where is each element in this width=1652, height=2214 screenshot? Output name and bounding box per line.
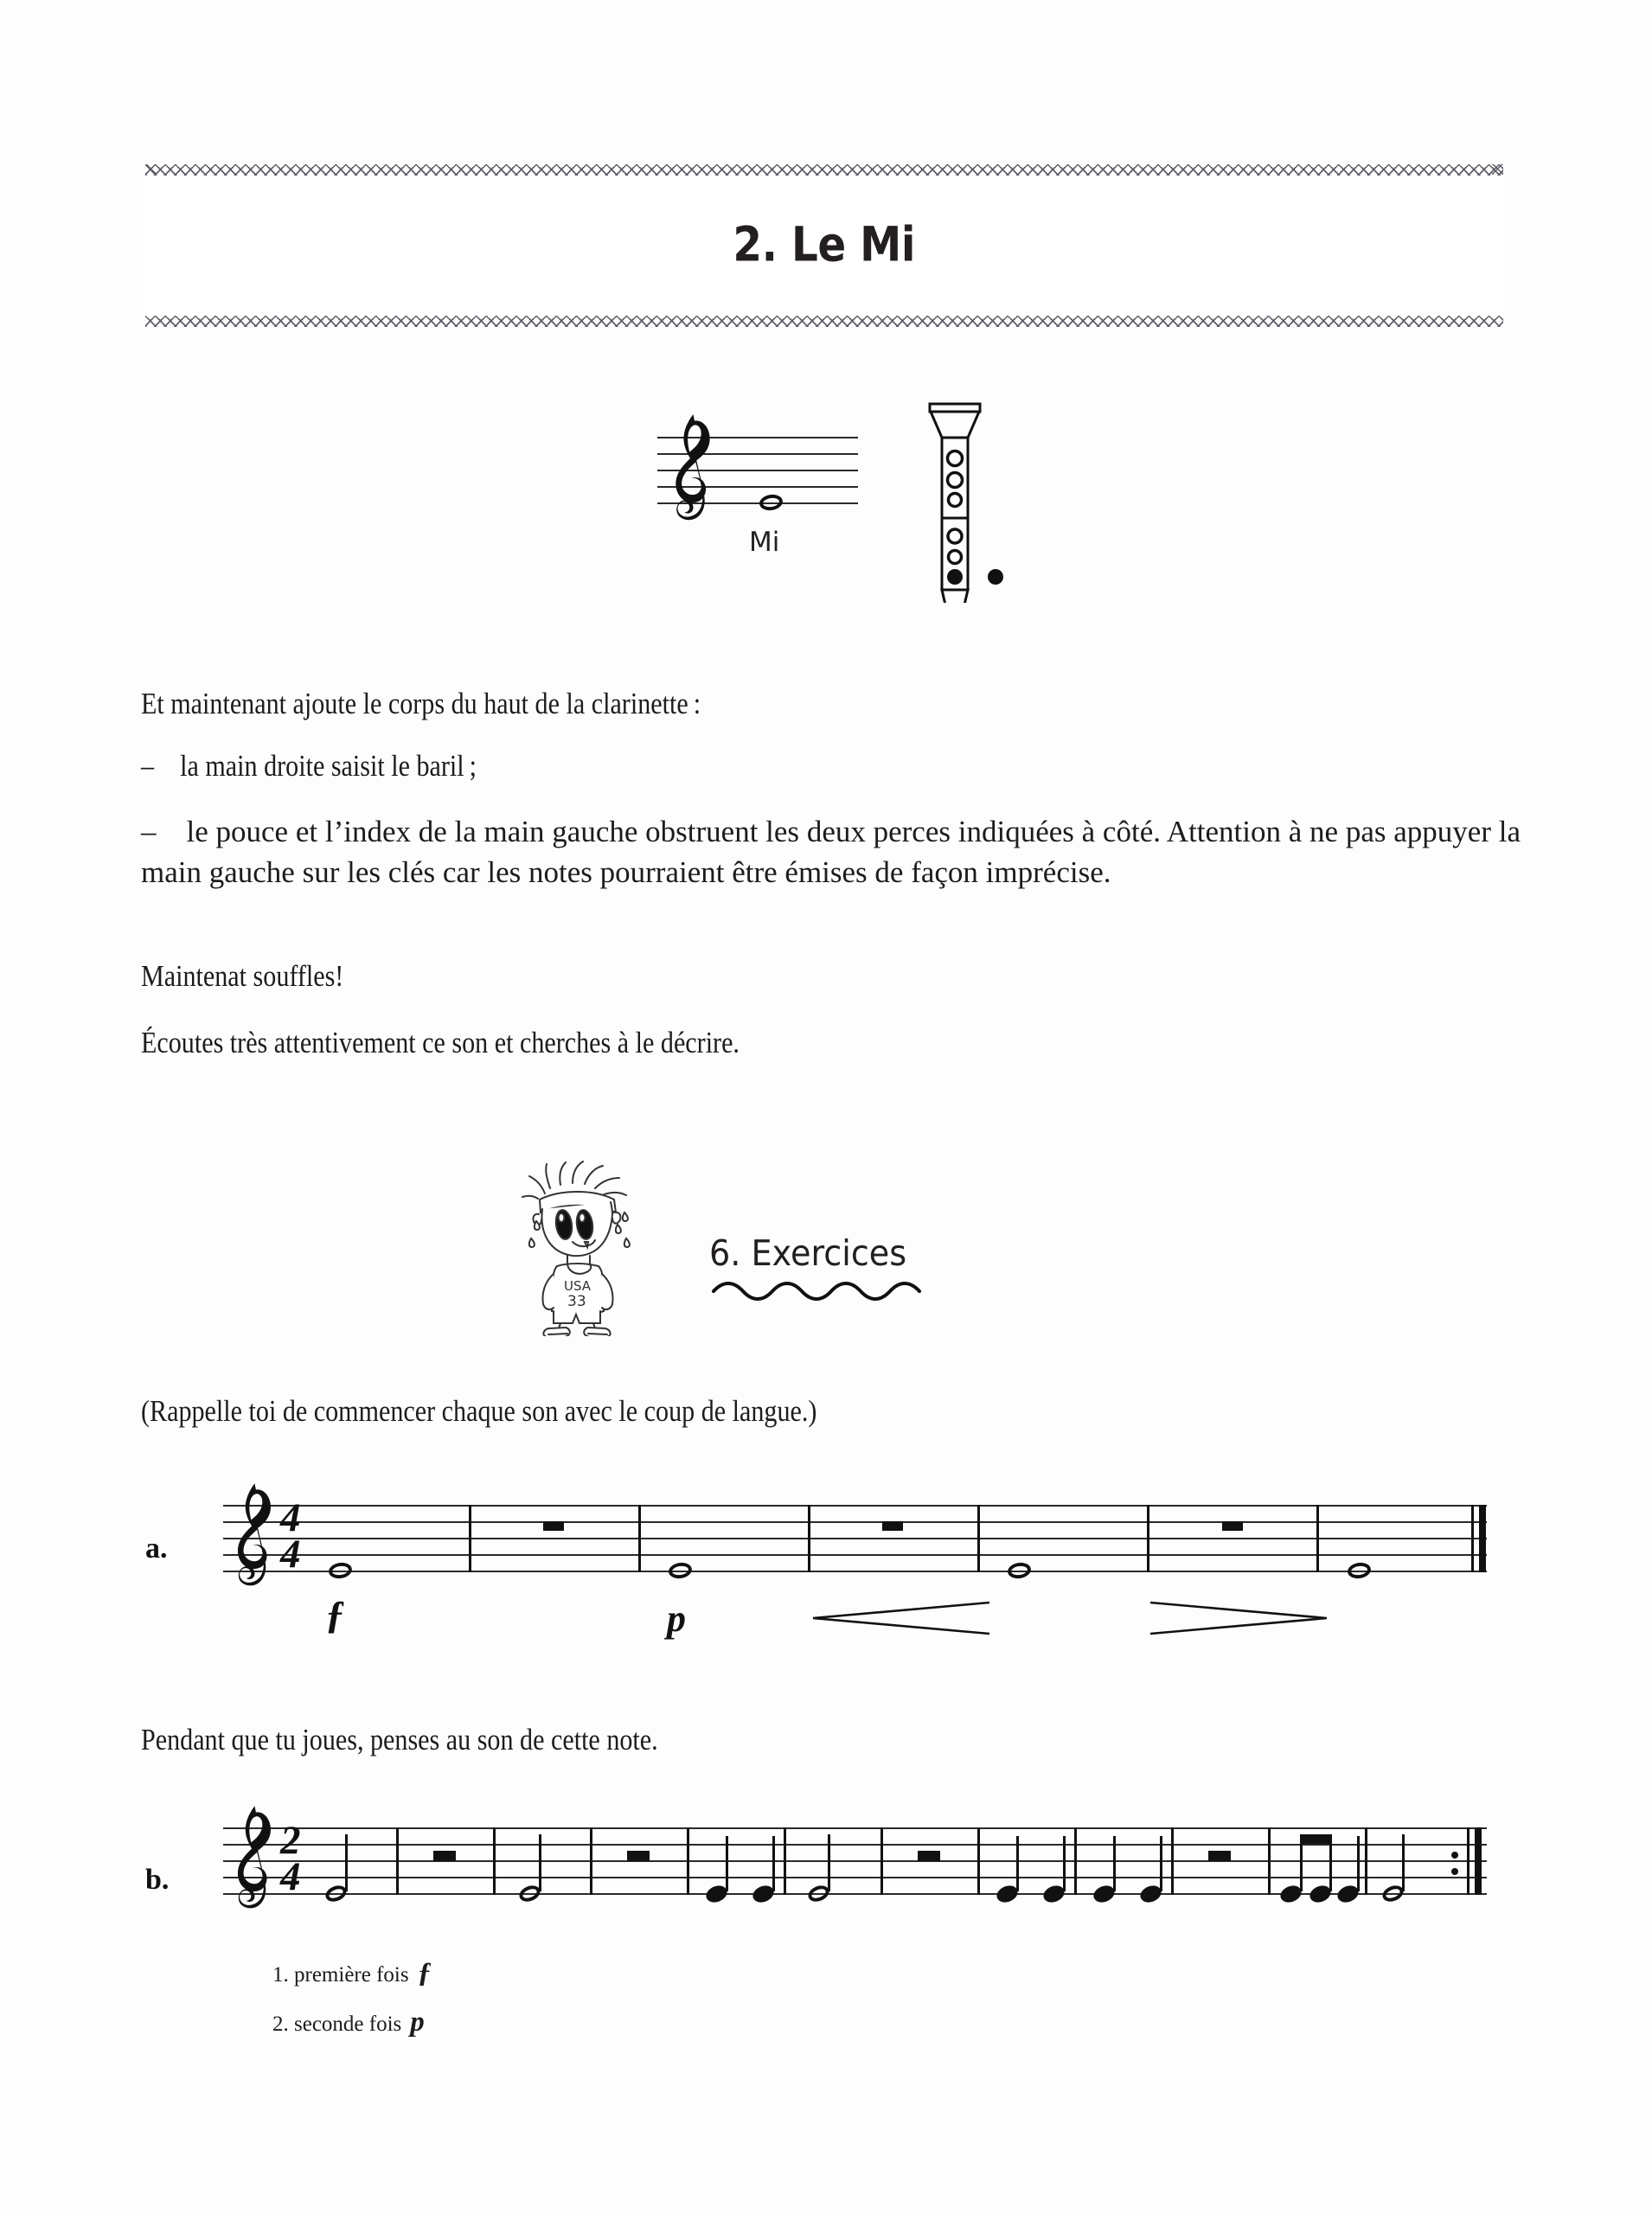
treble-clef-icon (228, 1481, 279, 1598)
svg-text:33: 33 (567, 1293, 586, 1310)
treble-clef-icon (228, 1803, 279, 1921)
page-title (145, 217, 1503, 272)
border-top-icon (145, 164, 1503, 176)
bullet-1-text: – la main droite saisit le baril ; (141, 749, 477, 783)
time-sig-numerator: 2 (280, 1818, 301, 1863)
paragraph-intro-text: Et maintenant ajoute le corps du haut de la clarinette : (141, 687, 701, 720)
staff-b-rest-2 (627, 1851, 650, 1861)
staff-b-label: b. (145, 1864, 170, 1896)
paragraph-souffles-text: Maintenat souffles! (141, 959, 344, 993)
paragraph-ecoutes-text: Écoutes très attentivement ce son et cherches à le décrire. (141, 1026, 740, 1059)
page-title-text: 2. Le Mi (733, 216, 916, 272)
note-name-label: Mi (749, 527, 780, 558)
footnote-2-dynamic: p (410, 2006, 425, 2038)
exercices-heading-text: 6. Exercices (709, 1232, 907, 1274)
staff-a-note-3 (1007, 1561, 1032, 1580)
title-box (145, 164, 1503, 327)
paragraph-intro (141, 683, 1516, 724)
time-sig-denominator: 4 (280, 1532, 301, 1577)
svg-text:USA: USA (564, 1278, 592, 1294)
time-sig-denominator: 4 (280, 1854, 301, 1899)
border-bottom-icon (145, 316, 1503, 327)
eighth-beam-icon (1300, 1834, 1332, 1844)
staff-a-rest-1 (543, 1521, 564, 1531)
treble-clef-icon (666, 413, 718, 532)
time-signature-2-4 (280, 1818, 301, 1899)
exercices-reminder-text: (Rappelle toi de commencer chaque son avec le coup de langue.) (141, 1394, 817, 1428)
repeat-dot-upper (1451, 1852, 1458, 1859)
staff-a-rest-3 (1222, 1521, 1243, 1531)
staff-a-note-4 (1347, 1561, 1372, 1580)
time-signature-4-4 (280, 1495, 301, 1577)
paragraph-souffles (141, 956, 1516, 996)
paragraph-ecoutes (141, 1022, 1516, 1063)
staff-b-rest-3 (918, 1851, 940, 1861)
staff-a-dynamic-f: ƒ (325, 1592, 345, 1636)
whole-note-mi (759, 493, 784, 512)
footnote-1-text: 1. première fois (272, 1963, 409, 1987)
exercices-heading (709, 1232, 921, 1274)
diminuendo-hairpin-icon (1149, 1600, 1330, 1636)
note-figure-staff (657, 437, 882, 558)
footnote-2 (272, 2006, 425, 2038)
bullet-2 (141, 811, 1521, 893)
staff-a-label: a. (145, 1533, 168, 1565)
staff-a-rest-2 (882, 1521, 903, 1531)
paragraph-pendant (141, 1719, 1516, 1760)
bullet-1 (141, 745, 1516, 786)
time-sig-numerator: 4 (280, 1495, 301, 1540)
bullet-2-text: – le pouce et l’index de la main gauche obstruent les deux perces indiquées à côté. Attention à ne pas appuyer la main gauche sur les clés car les notes pourraient être émises de façon imprécise. (141, 815, 1521, 889)
staff-a-note-2 (668, 1561, 693, 1580)
paragraph-pendant-text: Pendant que tu joues, penses au son de cette note. (141, 1723, 658, 1756)
staff-a-dynamic-p: p (667, 1597, 686, 1640)
sweating-boy-icon (519, 1159, 649, 1336)
staff-b-rest-4 (1208, 1851, 1231, 1861)
staff-b-rest-1 (433, 1851, 456, 1861)
footnote-1 (272, 1957, 432, 1989)
footnote-1-dynamic: ƒ (417, 1957, 432, 1988)
wavy-underline-icon (711, 1277, 929, 1303)
crescendo-hairpin-icon (811, 1600, 993, 1636)
staff-a-note-1 (328, 1561, 353, 1580)
footnote-2-text: 2. seconde fois (272, 2012, 402, 2036)
repeat-dot-lower (1451, 1868, 1458, 1875)
clarinet-fingering-icon (911, 400, 1019, 603)
staff-a (223, 1495, 1490, 1665)
exercices-reminder (141, 1391, 1516, 1431)
